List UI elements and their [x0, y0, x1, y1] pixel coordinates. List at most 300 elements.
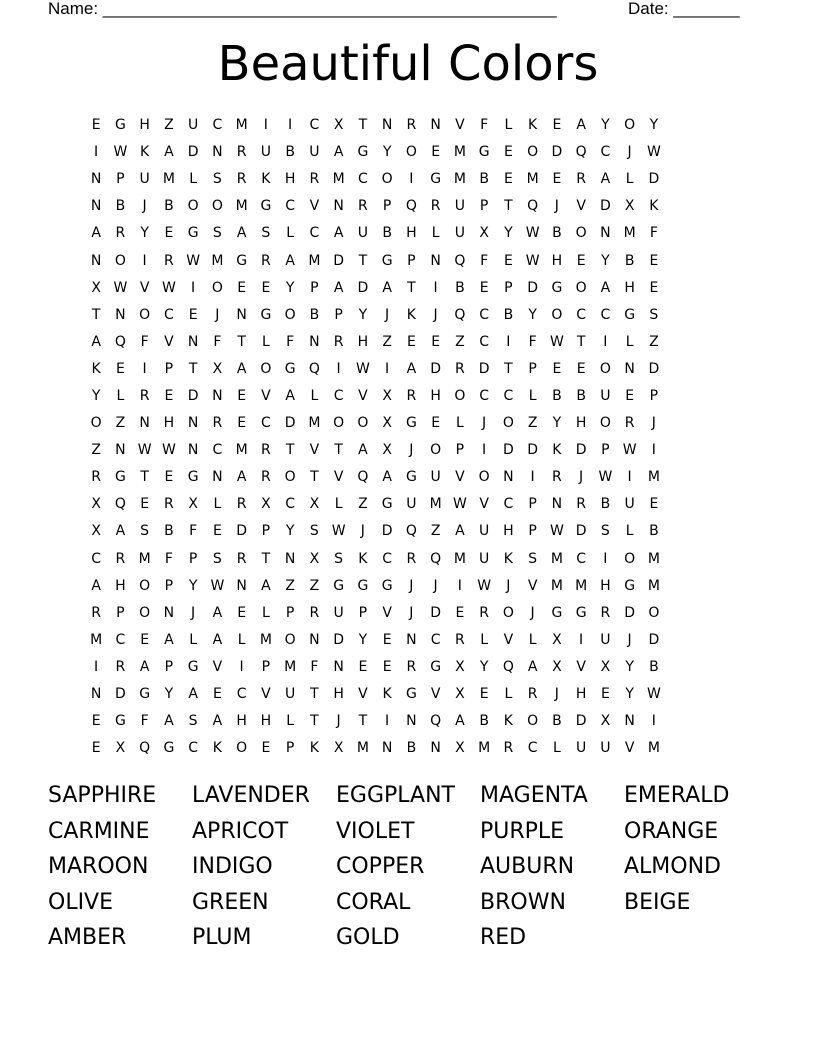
grid-letter: R	[309, 604, 320, 621]
grid-letter: N	[624, 360, 635, 377]
grid-letter: T	[285, 442, 295, 459]
grid-letter: M	[575, 577, 588, 594]
grid-letter: S	[600, 523, 610, 540]
grid-letter: P	[261, 523, 271, 540]
grid-letter: D	[333, 631, 345, 648]
grid-letter: B	[309, 306, 320, 323]
grid-letter: X	[382, 442, 392, 459]
grid-letter: K	[552, 442, 562, 459]
word-bank-item: COPPER	[336, 854, 425, 880]
grid-letter: R	[309, 171, 320, 188]
grid-letter: G	[575, 604, 587, 621]
word-bank-item: VIOLET	[336, 818, 415, 844]
word-bank-item: BROWN	[480, 889, 566, 915]
grid-letter: Q	[430, 550, 442, 567]
grid-letter: C	[479, 306, 490, 323]
grid-letter: R	[358, 198, 368, 215]
grid-letter: C	[600, 306, 611, 323]
grid-row	[84, 627, 744, 654]
grid-letter: G	[381, 252, 393, 269]
grid-letter: O	[599, 415, 611, 432]
grid-letter: H	[600, 577, 611, 594]
grid-letter: H	[284, 171, 296, 188]
grid-letter: G	[114, 117, 126, 134]
grid-letter: Q	[357, 469, 369, 486]
grid-letter: P	[455, 442, 465, 459]
grid-letter: C	[285, 496, 296, 513]
grid-letter: E	[261, 740, 271, 757]
grid-letter: D	[502, 442, 514, 459]
grid-letter: U	[600, 387, 611, 404]
grid-letter: C	[333, 387, 344, 404]
grid-letter: J	[142, 198, 147, 215]
grid-letter: J	[506, 577, 511, 594]
grid-row	[84, 302, 744, 329]
grid-letter: J	[336, 713, 341, 730]
grid-letter: R	[455, 360, 465, 377]
grid-letter: M	[647, 550, 660, 567]
grid-letter: L	[286, 225, 295, 242]
grid-letter: Q	[430, 713, 442, 730]
grid-letter: U	[479, 550, 490, 567]
grid-letter: N	[624, 713, 635, 730]
grid-letter: E	[503, 144, 513, 161]
grid-letter: C	[212, 442, 223, 459]
grid-letter: T	[261, 550, 271, 567]
grid-letter: C	[188, 740, 199, 757]
grid-letter: W	[161, 442, 176, 459]
grid-letter: G	[551, 604, 563, 621]
grid-letter: X	[600, 713, 611, 730]
grid-letter: J	[651, 415, 656, 432]
grid-letter: I	[482, 442, 487, 459]
grid-letter: C	[479, 387, 490, 404]
grid-letter: P	[310, 279, 319, 296]
grid-letter: M	[235, 198, 248, 215]
grid-letter: D	[624, 604, 636, 621]
grid-letter: B	[503, 306, 514, 323]
grid-letter: W	[646, 144, 661, 161]
grid-row	[84, 193, 744, 220]
grid-letter: P	[334, 306, 343, 323]
grid-letter: R	[576, 171, 586, 188]
grid-letter: W	[525, 225, 540, 242]
grid-letter: Z	[91, 442, 101, 459]
grid-letter: M	[90, 631, 103, 648]
grid-letter: G	[405, 415, 417, 432]
grid-letter: R	[261, 469, 271, 486]
grid-letter: X	[382, 415, 392, 432]
grid-letter: D	[575, 442, 587, 459]
grid-letter: D	[284, 415, 296, 432]
grid-letter: W	[525, 252, 540, 269]
grid-letter: L	[261, 604, 270, 621]
grid-letter: F	[480, 252, 489, 269]
grid-letter: B	[649, 658, 659, 675]
grid-letter: I	[191, 279, 196, 296]
grid-letter: U	[600, 631, 611, 648]
grid-letter: E	[552, 360, 562, 377]
grid-letter: O	[260, 360, 272, 377]
grid-letter: R	[406, 550, 417, 567]
grid-letter: B	[164, 198, 174, 215]
grid-letter: H	[357, 333, 369, 350]
grid-letter: D	[430, 360, 442, 377]
grid-letter: N	[406, 713, 417, 730]
grid-letter: Q	[405, 523, 417, 540]
grid-letter: J	[360, 523, 365, 540]
grid-letter: N	[381, 117, 393, 134]
grid-letter: Y	[601, 117, 610, 134]
word-bank-item: LAVENDER	[192, 783, 310, 808]
grid-letter: L	[552, 740, 561, 757]
grid-letter: V	[164, 333, 174, 350]
grid-letter: O	[284, 631, 296, 648]
grid-letter: K	[358, 550, 368, 567]
grid-letter: A	[115, 523, 126, 540]
grid-row	[84, 600, 744, 627]
grid-letter: E	[552, 171, 562, 188]
grid-letter: T	[310, 713, 319, 730]
grid-letter: O	[357, 415, 369, 432]
grid-letter: G	[357, 577, 369, 594]
grid-letter: R	[212, 415, 223, 432]
grid-letter: D	[381, 523, 393, 540]
grid-letter: X	[115, 740, 126, 757]
grid-letter: I	[94, 144, 99, 161]
grid-letter: V	[309, 198, 320, 215]
grid-letter: I	[457, 577, 462, 594]
grid-letter: L	[504, 686, 513, 703]
grid-letter: R	[236, 496, 247, 513]
grid-letter: N	[284, 550, 296, 567]
name-field-label[interactable]: Name: ________________________________________________	[48, 0, 557, 18]
grid-letter: I	[142, 360, 147, 377]
grid-letter: K	[140, 144, 150, 161]
grid-letter: R	[479, 604, 489, 621]
grid-letter: O	[139, 604, 151, 621]
grid-letter: T	[310, 686, 319, 703]
grid-letter: W	[161, 279, 176, 296]
grid-letter: W	[598, 469, 613, 486]
grid-letter: J	[433, 577, 438, 594]
grid-letter: W	[549, 523, 564, 540]
grid-letter: J	[579, 469, 584, 486]
grid-letter: U	[285, 686, 296, 703]
grid-letter: O	[551, 306, 563, 323]
grid-letter: A	[164, 631, 174, 648]
grid-letter: I	[336, 360, 341, 377]
grid-letter: Y	[285, 279, 295, 296]
grid-letter: G	[187, 658, 199, 675]
grid-letter: P	[358, 604, 368, 621]
grid-letter: G	[551, 279, 563, 296]
grid-letter: G	[405, 686, 417, 703]
grid-letter: X	[552, 631, 562, 648]
grid-letter: M	[550, 550, 563, 567]
grid-letter: Q	[114, 333, 126, 350]
grid-letter: Y	[479, 658, 489, 675]
grid-letter: O	[284, 469, 296, 486]
grid-letter: U	[600, 740, 611, 757]
grid-letter: E	[431, 415, 441, 432]
grid-letter: O	[575, 225, 587, 242]
grid-letter: A	[358, 442, 368, 459]
grid-letter: N	[430, 252, 441, 269]
grid-letter: E	[576, 360, 586, 377]
grid-letter: R	[115, 550, 126, 567]
grid-letter: Y	[625, 658, 634, 675]
grid-letter: G	[478, 144, 490, 161]
grid-letter: X	[455, 686, 465, 703]
grid-letter: P	[188, 550, 198, 567]
grid-letter: O	[624, 550, 636, 567]
grid-letter: J	[530, 604, 535, 621]
grid-letter: F	[286, 333, 295, 350]
grid-letter: V	[527, 577, 538, 594]
grid-letter: N	[115, 442, 126, 459]
grid-letter: N	[600, 225, 611, 242]
page-title: Beautiful Colors	[217, 36, 599, 92]
grid-letter: S	[212, 225, 222, 242]
grid-letter: B	[479, 713, 489, 730]
grid-letter: C	[91, 550, 102, 567]
grid-letter: A	[382, 279, 392, 296]
grid-letter: A	[382, 469, 392, 486]
grid-letter: R	[164, 252, 174, 269]
grid-letter: A	[236, 469, 247, 486]
grid-letter: S	[309, 523, 319, 540]
grid-letter: O	[381, 171, 393, 188]
grid-letter: R	[236, 550, 247, 567]
grid-letter: E	[164, 469, 174, 486]
grid-letter: H	[236, 713, 247, 730]
grid-letter: X	[309, 496, 320, 513]
grid-letter: R	[139, 387, 150, 404]
grid-letter: K	[382, 686, 392, 703]
grid-letter: G	[114, 469, 126, 486]
grid-letter: J	[215, 306, 220, 323]
grid-letter: Y	[358, 306, 368, 323]
grid-letter: B	[552, 713, 562, 730]
grid-letter: Y	[601, 252, 610, 269]
grid-letter: L	[237, 631, 246, 648]
grid-letter: X	[333, 117, 344, 134]
grid-letter: M	[332, 171, 345, 188]
grid-letter: C	[163, 306, 174, 323]
grid-letter: H	[624, 279, 635, 296]
grid-letter: S	[334, 550, 344, 567]
word-bank-item: AUBURN	[480, 854, 575, 880]
grid-letter: J	[627, 631, 632, 648]
word-bank-item: GOLD	[336, 925, 400, 951]
grid-letter: R	[261, 252, 271, 269]
grid-letter: S	[212, 550, 222, 567]
grid-letter: X	[600, 658, 611, 675]
grid-letter: M	[259, 631, 272, 648]
grid-letter: M	[162, 171, 175, 188]
grid-letter: R	[406, 117, 417, 134]
grid-letter: J	[482, 415, 487, 432]
grid-letter: K	[503, 550, 513, 567]
grid-letter: B	[624, 252, 635, 269]
grid-letter: E	[188, 306, 198, 323]
grid-letter: P	[528, 523, 537, 540]
grid-letter: O	[648, 604, 660, 621]
grid-letter: G	[260, 306, 272, 323]
grid-letter: U	[357, 225, 368, 242]
grid-letter: G	[236, 252, 248, 269]
grid-letter: H	[333, 686, 344, 703]
grid-letter: X	[382, 387, 392, 404]
grid-letter: C	[527, 740, 538, 757]
grid-row	[84, 247, 744, 274]
grid-letter: B	[552, 225, 562, 242]
grid-letter: I	[651, 442, 656, 459]
grid-letter: P	[285, 740, 295, 757]
grid-row	[84, 708, 744, 735]
grid-letter: K	[309, 740, 319, 757]
grid-letter: P	[285, 604, 295, 621]
word-bank-item: MAGENTA	[480, 783, 588, 808]
grid-letter: I	[142, 252, 147, 269]
grid-letter: I	[651, 713, 656, 730]
grid-letter: G	[187, 469, 199, 486]
grid-letter: O	[502, 415, 514, 432]
grid-letter: L	[625, 523, 634, 540]
grid-letter: V	[382, 604, 392, 621]
grid-letter: F	[649, 225, 658, 242]
grid-letter: A	[576, 117, 586, 134]
grid-letter: B	[576, 387, 586, 404]
grid-letter: A	[333, 144, 344, 161]
grid-letter: S	[261, 225, 271, 242]
grid-letter: P	[164, 658, 174, 675]
grid-letter: O	[211, 198, 223, 215]
grid-letter: L	[625, 171, 634, 188]
grid-letter: H	[163, 415, 175, 432]
grid-letter: R	[261, 442, 271, 459]
grid-letter: A	[406, 360, 417, 377]
grid-letter: I	[627, 469, 632, 486]
grid-letter: V	[455, 469, 465, 486]
grid-letter: N	[212, 144, 223, 161]
grid-letter: C	[576, 550, 587, 567]
grid-letter: X	[91, 496, 101, 513]
grid-row	[84, 356, 744, 383]
grid-letter: D	[551, 144, 563, 161]
grid-letter: C	[479, 333, 490, 350]
grid-letter: T	[140, 469, 149, 486]
word-bank-item: EGGPLANT	[336, 783, 455, 808]
grid-letter: Q	[454, 252, 466, 269]
grid-letter: Q	[308, 360, 320, 377]
grid-letter: S	[528, 550, 538, 567]
grid-letter: M	[526, 171, 539, 188]
grid-row	[84, 112, 744, 139]
grid-letter: R	[624, 415, 635, 432]
grid-letter: G	[163, 740, 175, 757]
grid-letter: Y	[649, 117, 659, 134]
grid-letter: B	[455, 279, 465, 296]
grid-letter: F	[213, 333, 222, 350]
grid-row	[84, 139, 744, 166]
grid-letter: I	[530, 469, 535, 486]
grid-letter: G	[624, 306, 636, 323]
grid-letter: N	[406, 631, 417, 648]
word-bank-item: EMERALD	[624, 783, 730, 808]
grid-letter: U	[430, 469, 441, 486]
grid-letter: C	[115, 631, 126, 648]
grid-letter: X	[91, 279, 101, 296]
grid-letter: F	[164, 550, 173, 567]
grid-letter: C	[600, 144, 611, 161]
grid-letter: W	[549, 333, 564, 350]
grid-letter: E	[237, 279, 247, 296]
grid-letter: O	[624, 117, 636, 134]
grid-letter: D	[599, 198, 611, 215]
grid-letter: H	[430, 387, 441, 404]
grid-letter: W	[355, 360, 370, 377]
grid-letter: T	[504, 198, 513, 215]
grid-letter: E	[164, 225, 174, 242]
word-bank-item: SAPPHIRE	[48, 783, 157, 808]
grid-letter: P	[479, 198, 489, 215]
grid-letter: O	[90, 415, 102, 432]
grid-letter: E	[115, 360, 125, 377]
grid-letter: R	[91, 604, 101, 621]
grid-letter: E	[649, 496, 659, 513]
grid-letter: O	[527, 713, 539, 730]
grid-letter: M	[308, 415, 321, 432]
grid-letter: E	[261, 279, 271, 296]
grid-letter: H	[115, 577, 126, 594]
grid-letter: N	[551, 496, 563, 513]
grid-letter: R	[430, 198, 441, 215]
grid-letter: V	[430, 686, 441, 703]
grid-letter: V	[576, 658, 586, 675]
grid-letter: V	[358, 686, 368, 703]
grid-letter: A	[236, 360, 247, 377]
word-bank-item: PLUM	[192, 925, 252, 951]
grid-letter: N	[333, 658, 344, 675]
grid-letter: A	[333, 279, 344, 296]
grid-letter: X	[552, 658, 562, 675]
grid-letter: V	[503, 631, 514, 648]
grid-letter: M	[550, 577, 563, 594]
grid-letter: Y	[382, 144, 392, 161]
grid-letter: O	[139, 306, 151, 323]
header-line	[48, 0, 748, 20]
grid-letter: U	[624, 496, 635, 513]
grid-letter: M	[453, 171, 466, 188]
grid-row	[84, 329, 744, 356]
date-field-label[interactable]: Date: _______	[628, 0, 740, 18]
grid-letter: N	[187, 415, 199, 432]
grid-letter: G	[381, 577, 393, 594]
grid-letter: N	[236, 577, 247, 594]
grid-row	[84, 681, 744, 708]
grid-letter: P	[504, 279, 513, 296]
grid-letter: M	[647, 740, 660, 757]
word-bank-item: MAROON	[48, 854, 149, 880]
grid-letter: D	[527, 279, 539, 296]
grid-letter: A	[164, 713, 174, 730]
grid-letter: M	[478, 740, 491, 757]
grid-letter: E	[649, 279, 659, 296]
grid-letter: P	[382, 198, 392, 215]
grid-letter: C	[236, 686, 247, 703]
